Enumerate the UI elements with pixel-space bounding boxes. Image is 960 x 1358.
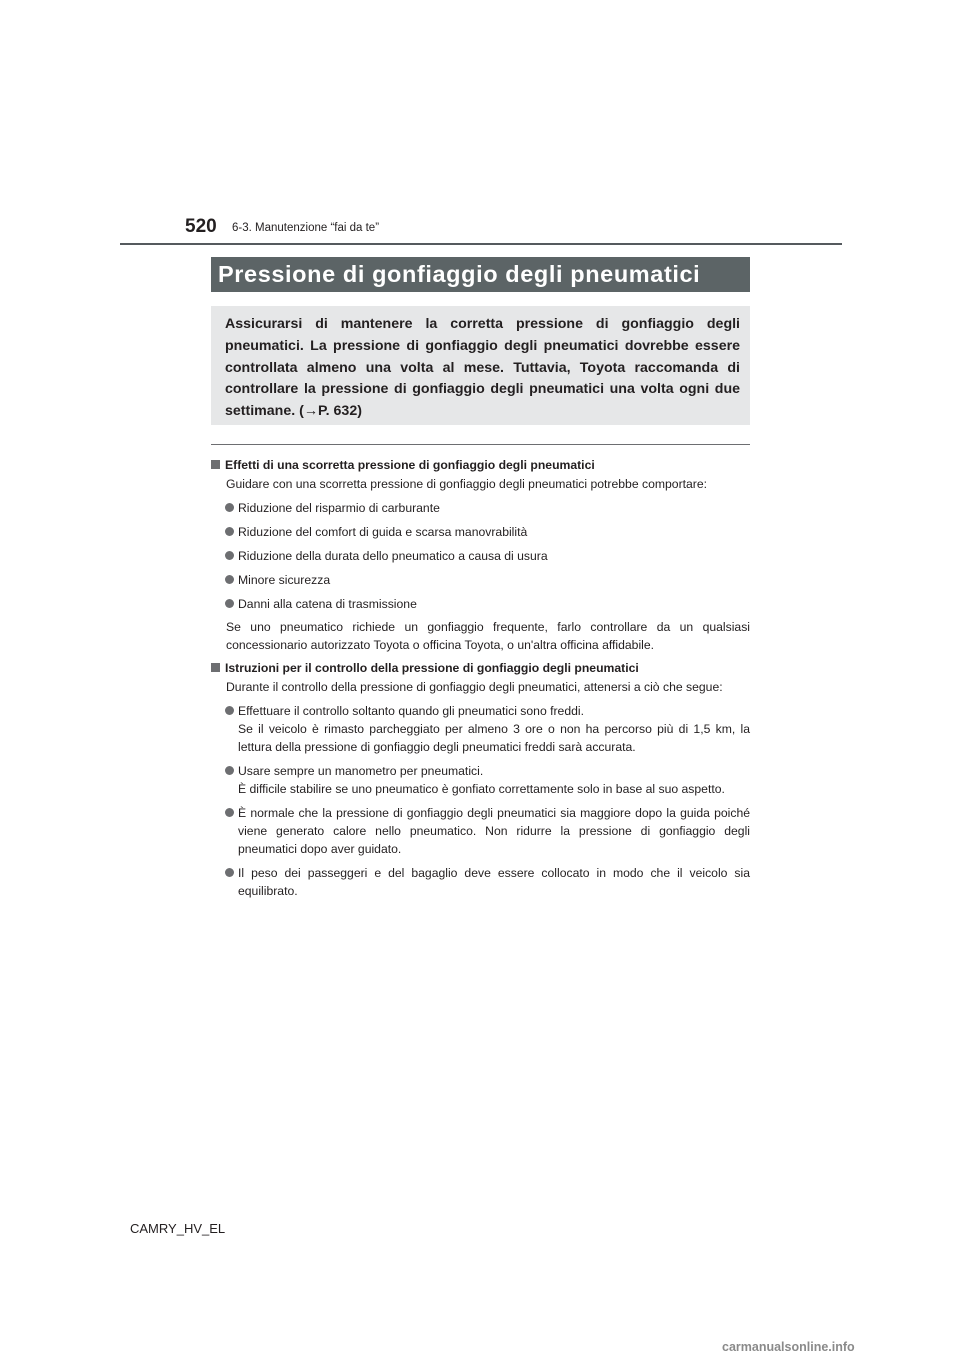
section-divider xyxy=(211,444,750,445)
list-item-text: Il peso dei passeggeri e del bagaglio deve essere collocato in modo che il veicolo sia equilibrato. xyxy=(238,866,750,898)
list-item xyxy=(211,702,750,756)
list-item-text: Effettuare il controllo soltanto quando gli pneumatici sono freddi. xyxy=(238,704,584,718)
page-number: 520 xyxy=(185,216,217,237)
section-heading-text: Istruzioni per il controllo della pressione di gonfiaggio degli pneumatici xyxy=(225,661,639,675)
square-bullet-icon xyxy=(211,460,220,469)
bullet-dot-icon xyxy=(225,551,234,560)
square-bullet-icon xyxy=(211,663,220,672)
bullet-dot-icon xyxy=(225,766,234,775)
section-heading xyxy=(211,659,750,677)
list-item-subtext: Se il veicolo è rimasto parcheggiato per almeno 3 ore o non ha percorso più di 1,5 km, la lettura della pressione di gonfiaggio degli pneumatici freddi sarà accurata. xyxy=(238,722,750,754)
bullet-dot-icon xyxy=(225,527,234,536)
header-divider xyxy=(120,243,842,245)
list-item-subtext: È difficile stabilire se uno pneumatico è gonfiato correttamente solo in base al suo aspetto. xyxy=(238,782,725,796)
list-item xyxy=(211,762,750,798)
page-title: Pressione di gonfiaggio degli pneumatici xyxy=(211,257,750,292)
list-item xyxy=(211,864,750,900)
section-closing-text: Se uno pneumatico richiede un gonfiaggio frequente, farlo controllare da un qualsiasi concessionario autorizzato Toyota o officina Toyota, o un'altra officina affidabile. xyxy=(226,620,750,652)
list-item-text: È normale che la pressione di gonfiaggio degli pneumatici sia maggiore dopo la guida poiché viene generato calore nello pneumatico. Non ridurre la pressione di gonfiaggio degli pneumatici dopo aver guidato. xyxy=(238,806,750,856)
section-text: Guidare con una scorretta pressione di gonfiaggio degli pneumatici potrebbe comportare: xyxy=(226,477,708,491)
breadcrumb: 6-3. Manutenzione “fai da te” xyxy=(232,222,380,234)
bullet-dot-icon xyxy=(225,706,234,715)
list-item xyxy=(211,523,750,541)
list-item-text: Usare sempre un manometro per pneumatici. xyxy=(238,764,484,778)
section-heading-text: Effetti di una scorretta pressione di gonfiaggio degli pneumatici xyxy=(225,458,595,472)
content xyxy=(211,456,750,900)
section-text: Durante il controllo della pressione di gonfiaggio degli pneumatici, attenersi a ciò che segue: xyxy=(226,680,723,694)
list-item xyxy=(211,499,750,517)
watermark: carmanualsonline.info xyxy=(722,1340,855,1354)
list-item-text: Danni alla catena di trasmissione xyxy=(238,597,417,611)
bullet-dot-icon xyxy=(225,503,234,512)
bullet-dot-icon xyxy=(225,599,234,608)
bullet-dot-icon xyxy=(225,808,234,817)
list-item xyxy=(211,595,750,613)
section-heading xyxy=(211,456,750,474)
document-code: CAMRY_HV_EL xyxy=(130,1221,226,1236)
list-item xyxy=(211,804,750,858)
list-item-text: Riduzione della durata dello pneumatico a causa di usura xyxy=(238,549,548,563)
list-item-text: Riduzione del risparmio di carburante xyxy=(238,501,440,515)
list-item-text: Riduzione del comfort di guida e scarsa manovrabilità xyxy=(238,525,528,539)
intro-box xyxy=(211,306,750,425)
list-item xyxy=(211,571,750,589)
list-item xyxy=(211,547,750,565)
bullet-dot-icon xyxy=(225,575,234,584)
intro-text: Assicurarsi di mantenere la corretta pressione di gonfiaggio degli pneumatici. La pressione di gonfiaggio degli pneumatici dovrebbe essere controllata almeno una volta al mese. Tuttavia, Toyota raccomanda di controllare la pressione di gonfiaggio degli pneumatici una volta ogni due settimane. (→P. 632) xyxy=(225,316,740,420)
list-item-text: Minore sicurezza xyxy=(238,573,331,587)
bullet-dot-icon xyxy=(225,868,234,877)
